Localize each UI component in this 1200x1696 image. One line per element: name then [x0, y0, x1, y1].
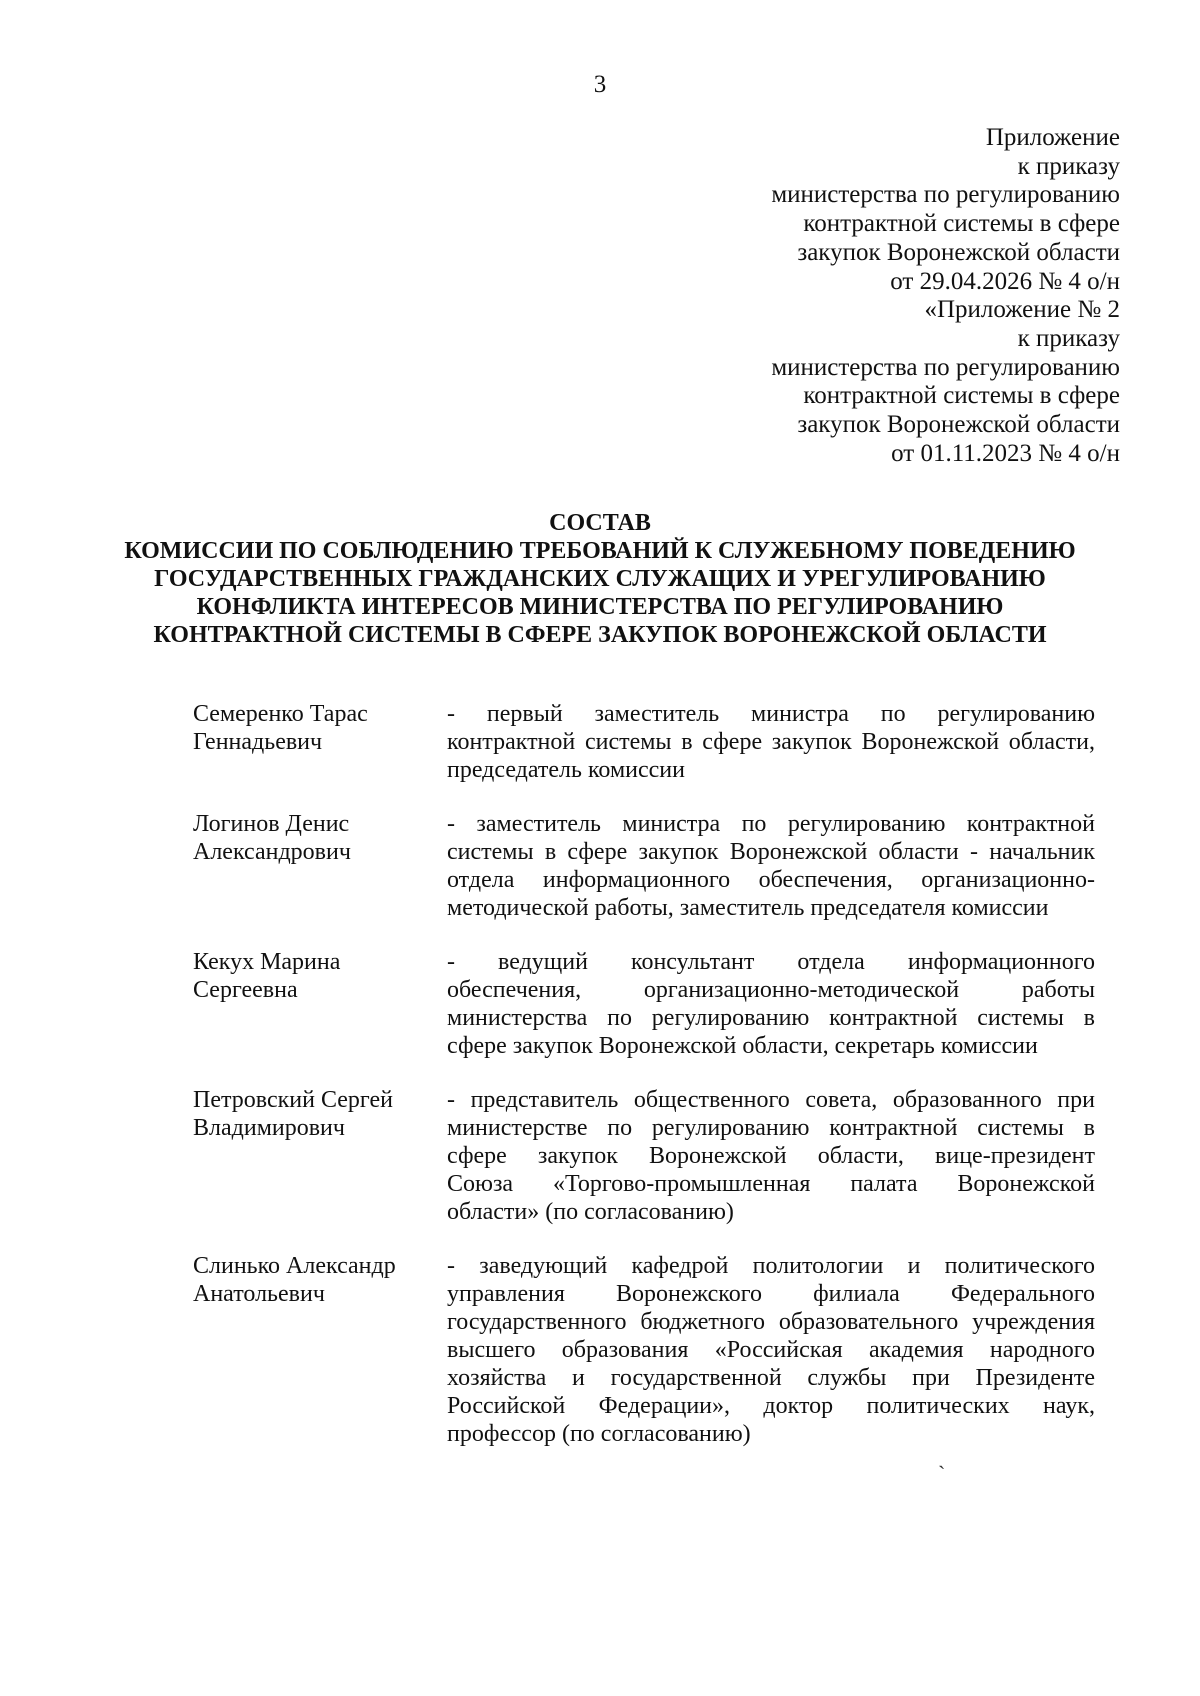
member-role-line: обеспечения, организационно-методической работы — [447, 977, 1095, 1003]
member-role-line: сфере закупок Воронежской области, секретарь комиссии — [447, 1033, 1038, 1059]
member-role-line: - первый заместитель министра по регулированию — [447, 701, 1095, 727]
member-entry — [193, 700, 1095, 784]
member-role-line: контрактной системы в сфере закупок Воронежской области, — [447, 729, 1095, 755]
header-line: контрактной системы в сфере — [803, 382, 1120, 410]
member-role-line: государственного бюджетного образовательного учреждения — [447, 1309, 1095, 1335]
member-entry — [193, 1086, 1095, 1226]
title-line: СОСТАВ — [549, 510, 651, 536]
member-role-line: - представитель общественного совета, образованного при — [447, 1087, 1095, 1113]
member-role-line: профессор (по согласованию) — [447, 1421, 751, 1447]
member-role — [447, 810, 1095, 922]
header-line: министерства по регулированию — [771, 353, 1120, 381]
member-name-line: Логинов Денис — [193, 811, 350, 837]
title-line: КОНФЛИКТА ИНТЕРЕСОВ МИНИСТЕРСТВА ПО РЕГУЛИРОВАНИЮ — [196, 594, 1004, 620]
member-role-line: председатель комиссии — [447, 757, 685, 783]
member-role-line: отдела информационного обеспечения, организационно- — [447, 867, 1095, 893]
member-name-line: Слинько Александр — [193, 1253, 396, 1279]
header-line: к приказу — [1017, 152, 1120, 180]
member-entry — [193, 810, 1095, 922]
member-name-line: Кекух Марина — [193, 949, 341, 975]
title-line: КОНТРАКТНОЙ СИСТЕМЫ В СФЕРЕ ЗАКУПОК ВОРОНЕЖСКОЙ ОБЛАСТИ — [153, 622, 1047, 648]
member-role-line: - ведущий консультант отдела информационного — [447, 949, 1095, 975]
page-number: 3 — [593, 71, 607, 98]
member-role-line: министерства по регулированию контрактной системы в — [447, 1005, 1095, 1031]
commission-members-list — [193, 700, 1095, 1474]
member-role-line: министерстве по регулированию контрактной системы в — [447, 1115, 1095, 1141]
document-title — [100, 509, 1100, 649]
member-role-line: Союза «Торгово-промышленная палата Воронежской — [447, 1171, 1095, 1197]
member-role-line: системы в сфере закупок Воронежской области - начальник — [447, 839, 1095, 865]
header-line: закупок Воронежской области — [797, 411, 1120, 439]
member-name — [193, 810, 447, 922]
header-line: к приказу — [1017, 324, 1120, 352]
member-role-line: - заведующий кафедрой политологии и политического — [447, 1253, 1095, 1279]
member-name-line: Сергеевна — [193, 977, 298, 1003]
header-line: от 29.04.2026 № 4 о/н — [890, 267, 1120, 295]
member-role-line: области» (по согласованию) — [447, 1199, 734, 1225]
member-name — [193, 1252, 447, 1448]
member-role-line: высшего образования «Российская академия народного — [447, 1337, 1095, 1363]
member-name-line: Владимирович — [193, 1115, 345, 1141]
member-name-line: Петровский Сергей — [193, 1087, 393, 1113]
member-name — [193, 1086, 447, 1226]
member-name-line: Анатольевич — [193, 1281, 325, 1307]
member-entry — [193, 1252, 1095, 1448]
member-role-line: методической работы, заместитель председателя комиссии — [447, 895, 1049, 921]
member-name-line: Александрович — [193, 839, 351, 865]
member-role — [447, 700, 1095, 784]
member-name — [193, 948, 447, 1060]
header-line: от 01.11.2023 № 4 о/н — [891, 439, 1120, 467]
member-role-line: - заместитель министра по регулированию контрактной — [447, 811, 1095, 837]
stray-mark: ` — [938, 1461, 946, 1486]
member-name-line: Семеренко Тарас — [193, 701, 368, 727]
member-role-line: Российской Федерации», доктор политических наук, — [447, 1393, 1095, 1419]
appendix-header — [560, 124, 1120, 468]
member-entry — [193, 948, 1095, 1060]
member-name — [193, 700, 447, 784]
member-role-line: управления Воронежского филиала Федерального — [447, 1281, 1095, 1307]
member-role — [447, 1252, 1095, 1448]
header-line: министерства по регулированию — [771, 181, 1120, 209]
member-role-line: сфере закупок Воронежской области, вице-президент — [447, 1143, 1095, 1169]
header-line: контрактной системы в сфере — [803, 210, 1120, 238]
member-name-line: Геннадьевич — [193, 729, 323, 755]
title-line: ГОСУДАРСТВЕННЫХ ГРАЖДАНСКИХ СЛУЖАЩИХ И УРЕГУЛИРОВАНИЮ — [154, 566, 1046, 592]
header-line: «Приложение № 2 — [924, 296, 1120, 324]
member-role-line: хозяйства и государственной службы при Президенте — [447, 1365, 1095, 1391]
title-line: КОМИССИИ ПО СОБЛЮДЕНИЮ ТРЕБОВАНИЙ К СЛУЖЕБНОМУ ПОВЕДЕНИЮ — [124, 538, 1076, 564]
header-line: закупок Воронежской области — [797, 238, 1120, 266]
member-role — [447, 948, 1095, 1060]
member-role — [447, 1086, 1095, 1226]
header-line: Приложение — [985, 124, 1120, 151]
